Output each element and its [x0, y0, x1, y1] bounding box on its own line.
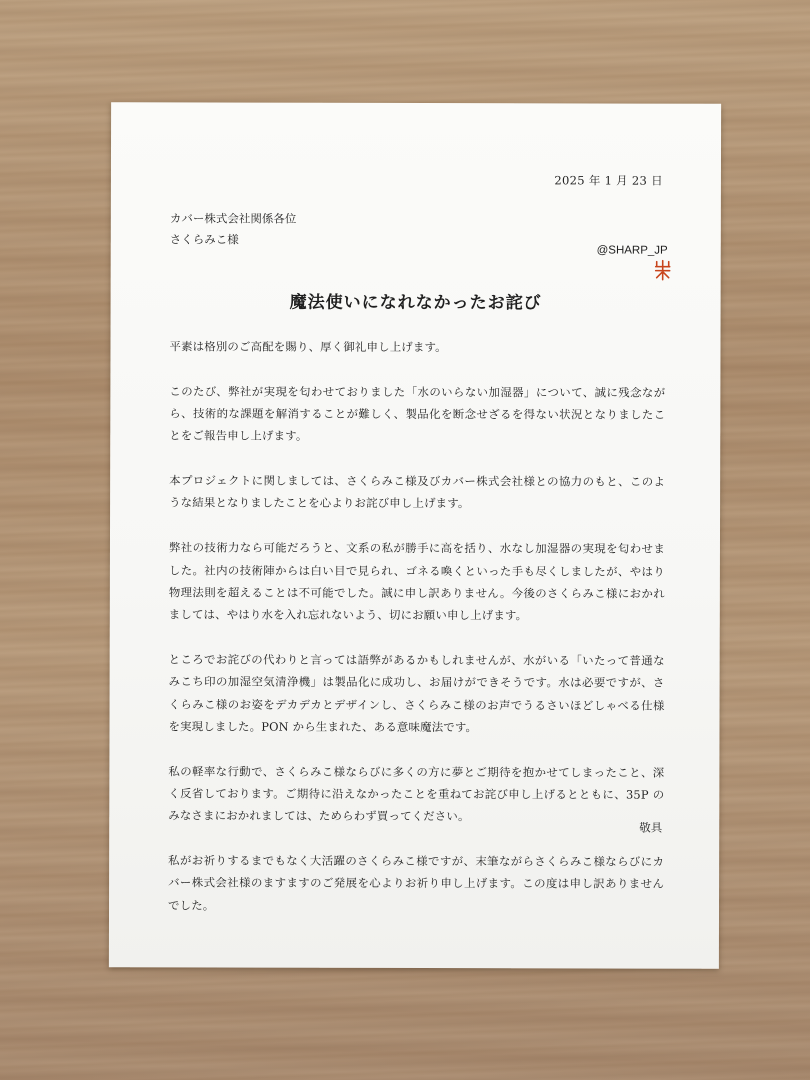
letter-title: 魔法使いになれなかったお詫び	[289, 292, 542, 314]
letter-body	[168, 335, 666, 940]
hanko-seal-icon	[653, 259, 673, 281]
sender-handle: @SHARP_JP	[596, 244, 668, 257]
recipient-line: さくらみこ様	[169, 232, 239, 247]
body-paragraph: 弊社の技術力なら可能だろうと、文系の私が勝手に高を括り、水なし加湿器の実現を匂わせました。社内の技術陣からは白い目で見られ、ゴネる喚くといった手も尽くしましたが、やはり物理法則を超えることは不可能でした。誠に申し訳ありません。今後のさくらみこ様におかれましては、やはり水を入れ忘れないよう、切にお願い申し上げます。	[168, 540, 665, 623]
body-paragraph: 私がお祈りするまでもなく大活躍のさくらみこ様ですが、末筆ながらさくらみこ様ならびにカバー株式会社様のますますのご発展を心よりお祈り申し上げます。この度は申し訳ありませんでした。	[168, 853, 665, 913]
body-paragraph: 私の軽率な行動で、さくらみこ様ならびに多くの方に夢とご期待を抱かせてしまったこと、深く反省しております。ご期待に沿えなかったことを重ねてお詫び申し上げるとともに、35P のみなさまにおかれましては、ためらわず買ってください。	[168, 764, 665, 824]
letter-paper	[109, 102, 721, 969]
letter-date: 2025 年 1 月 23 日	[554, 173, 663, 188]
body-paragraph: ところでお詫びの代わりと言っては語弊があるかもしれませんが、水がいる「いたって普通なみこち印の加湿空気清浄機」は製品化に成功し、お届けができそうです。水は必要ですが、さくらみこ様のお姿をデカデカとデザインし、さくらみこ様のお声でうるさいほどしゃべる仕様を実現しました。PON から生まれた、ある意味魔法です。	[168, 652, 665, 735]
recipient-line: カバー株式会社関係各位	[169, 211, 297, 226]
recipient-block	[170, 208, 297, 250]
closing-word: 敬具	[639, 820, 663, 835]
body-paragraph: 平素は格別のご高配を賜り、厚く御礼申し上げます。	[169, 339, 447, 355]
body-paragraph: 本プロジェクトに関しましては、さくらみこ様及びカバー株式会社様との協力のもと、このような結果となりましたことを心よりお詫び申し上げます。	[169, 473, 666, 511]
body-paragraph: このたび、弊社が実現を匂わせておりました「水のいらない加湿器」について、誠に残念ながら、技術的な課題を解消することが難しく、製品化を断念せざるを得ない状況となりましたことをご報告申し上げます。	[169, 384, 666, 444]
